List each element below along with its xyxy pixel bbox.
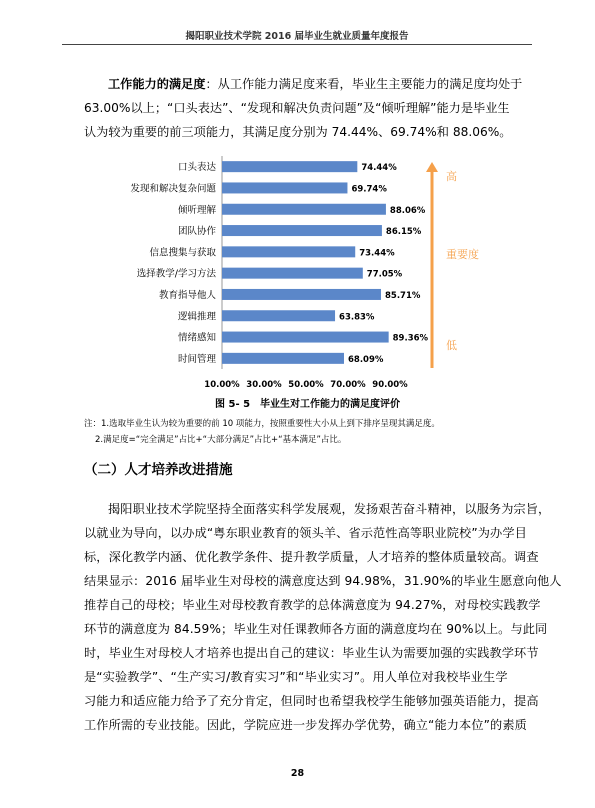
bar [222, 204, 386, 215]
figure-notes [84, 416, 544, 448]
bar [222, 310, 335, 321]
body-line: 结果显示：2016 届毕业生对母校的满意度达到 94.98%，31.90%的毕业生愿意向他人 [84, 574, 562, 588]
category-label: 口头表达 [177, 162, 216, 174]
arrow-label-top: 高 [446, 170, 457, 183]
section-title: （二）人才培养改进措施 [84, 462, 233, 478]
category-label: 团队协作 [177, 226, 216, 238]
arrow-label-middle: 重要度 [446, 248, 479, 261]
satisfaction-bar-chart [120, 152, 500, 392]
bar [222, 161, 357, 172]
value-label: 77.05% [366, 269, 403, 280]
value-label: 85.71% [384, 290, 421, 301]
body-line: 推荐自己的母校；毕业生对母校教育教学的总体满意度为 94.27%，对母校实践教学 [84, 598, 541, 612]
bar [222, 353, 344, 364]
intro-lead: 工作能力的满足度 [108, 77, 206, 91]
x-tick-label: 30.00% [246, 380, 282, 390]
value-label: 68.09% [347, 354, 384, 365]
page-number: 28 [290, 768, 305, 779]
header-title: 揭阳职业技术学院 2016 届毕业生就业质量年度报告 [185, 31, 409, 42]
bar [222, 289, 381, 300]
category-label: 信息搜集与获取 [149, 247, 216, 259]
value-label: 88.06% [389, 205, 426, 216]
body-line: 工作所需的专业技能。因此，学院应进一步发挥办学优势，确立“能力本位”的素质 [84, 718, 527, 732]
body-line: 标，深化教学内涵、优化教学条件、提升教学质量，人才培养的整体质量较高。调查 [84, 550, 539, 564]
intro-line: 63.00%以上；“口头表达”、“发现和解决负责问题”及“倾听理解”能力是毕业生 [84, 101, 510, 115]
body-line: 以就业为导向，以办成“粤东职业教育的领头羊、省示范性高等职业院校”为办学目 [84, 526, 527, 540]
bar [222, 268, 363, 279]
value-label: 86.15% [385, 227, 422, 238]
x-tick-label: 70.00% [330, 380, 366, 390]
body-line: 揭阳职业技术学院坚持全面落实科学发展观，发扬艰苦奋斗精神，以服务为宗旨， [108, 502, 551, 516]
intro-line: 认为较为重要的前三项能力，其满足度分别为 74.44%、69.74%和 88.06%。 [84, 125, 512, 139]
importance-arrow-head [426, 162, 438, 172]
value-label: 73.44% [359, 248, 395, 259]
bar [222, 182, 347, 193]
figure-caption: 图 5- 5 毕业生对工作能力的满足度评价 [215, 399, 401, 410]
note-1: 注：1.选取毕业生认为较为重要的前 10 项能力，按照重要性大小从上到下排序呈现其满足度。 [84, 419, 440, 429]
arrow-label-bottom: 低 [446, 339, 457, 352]
category-label: 教育指导他人 [158, 289, 216, 301]
x-tick-label: 10.00% [204, 380, 240, 390]
category-label: 时间管理 [177, 353, 216, 365]
body-line: 习能力和适应能力给予了充分肯定，但同时也希望我校学生能够加强英语能力，提高 [84, 694, 539, 708]
body-line: 环节的满意度为 84.59%；毕业生对任课教师各方面的满意度均在 90%以上。与此同 [84, 622, 548, 636]
category-label: 选择教学/学习方法 [136, 268, 216, 280]
value-label: 63.83% [339, 312, 375, 323]
category-label: 情绪感知 [177, 332, 216, 344]
note-2: 2.满足度=“完全满足”占比+“大部分满足”占比+“基本满足”占比。 [95, 435, 347, 445]
x-tick-label: 90.00% [372, 380, 408, 390]
intro-line-text: ：从工作能力满足度来看，毕业生主要能力的满足度均处于 [205, 77, 523, 91]
body-paragraph [84, 497, 562, 737]
category-label: 逻辑推理 [177, 311, 216, 323]
category-label: 发现和解决复杂问题 [130, 183, 216, 195]
intro-paragraph [84, 72, 532, 144]
x-tick-label: 50.00% [288, 380, 324, 390]
value-label: 74.44% [361, 163, 397, 174]
bar [222, 332, 389, 343]
value-label: 89.36% [392, 333, 429, 344]
header-rule [62, 44, 532, 45]
value-label: 69.74% [351, 184, 387, 195]
body-line: 时，毕业生对母校人才培养也提出自己的建议：毕业生认为需要加强的实践教学环节 [84, 646, 539, 660]
category-label: 倾听理解 [177, 204, 216, 216]
body-line: 是“实验教学”、“生产实习/教育实习”和“毕业实习”。用人单位对我校毕业生学 [84, 670, 508, 684]
bar [222, 225, 382, 236]
bar [222, 246, 355, 257]
intro-line [84, 72, 532, 96]
